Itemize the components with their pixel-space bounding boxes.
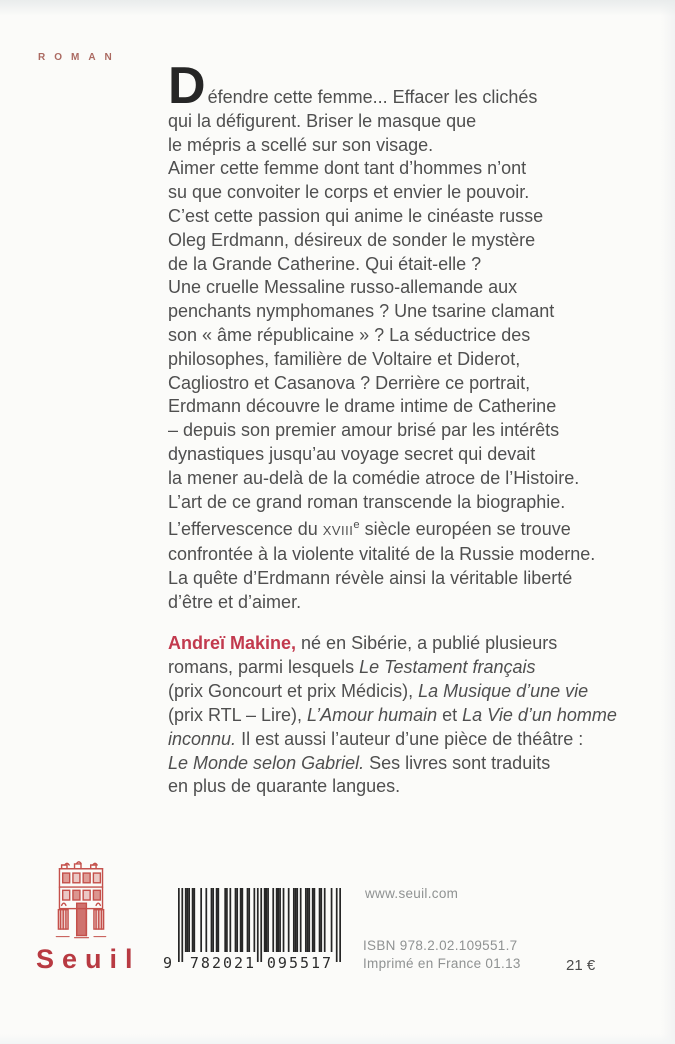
text-segment: philosophes, familière de Voltaire et Diderot, <box>168 348 521 369</box>
text-segment: Une cruelle Messaline russo-allemande aux <box>168 277 518 298</box>
text-segment: La quête d’Erdmann révèle ainsi la véritable liberté <box>168 567 573 588</box>
text-segment: et <box>437 704 463 725</box>
text-line <box>168 229 648 253</box>
text-line <box>168 300 648 324</box>
text-segment: qui la défigurent. Briser le masque que <box>168 110 477 131</box>
text-line <box>168 134 648 158</box>
text-line <box>168 543 648 567</box>
text-segment: Le Testament français <box>359 656 536 677</box>
text-segment: dynastiques jusqu’au voyage secret qui devait <box>168 443 536 464</box>
isbn-text: ISBN 978.2.02.109551.7 <box>363 938 518 953</box>
text-line <box>168 205 648 229</box>
price-text: 21 € <box>566 957 596 974</box>
text-line <box>168 775 648 799</box>
text-segment: – depuis son premier amour brisé par les intérêts <box>168 420 560 441</box>
genre-label: ROMAN <box>38 52 121 63</box>
text-line <box>168 110 648 134</box>
text-line <box>168 704 648 728</box>
ean13-barcode <box>163 888 345 980</box>
text-segment: Le Monde selon Gabriel. <box>168 752 365 773</box>
text-segment: siècle européen se trouve <box>359 519 571 540</box>
text-line <box>168 632 648 656</box>
text-segment: La Vie d’un homme <box>462 704 617 725</box>
text-segment: né en Sibérie, a publié plusieurs <box>296 633 558 653</box>
text-segment: Ses livres sont traduits <box>364 752 551 773</box>
printed-in-text: Imprimé en France 01.13 <box>363 956 521 971</box>
text-segment: XVIII <box>322 523 354 539</box>
text-segment: en plus de quarante langues. <box>168 776 401 797</box>
text-segment: romans, parmi lesquels <box>168 656 360 677</box>
text-segment: e <box>353 519 360 532</box>
text-line <box>168 276 648 300</box>
author-bio-text <box>168 632 648 799</box>
text-line <box>168 253 648 277</box>
text-line <box>168 181 648 205</box>
text-segment: Oleg Erdmann, désireux de sonder le mystère <box>168 229 536 250</box>
barcode-digits-left: 782021 <box>189 954 257 972</box>
text-line <box>168 567 648 591</box>
text-segment: inconnu. <box>168 728 237 749</box>
text-segment: C’est cette passion qui anime le cinéaste russe <box>168 205 544 226</box>
text-segment: la mener au-delà de la comédie atroce de l’Histoire. <box>168 467 580 488</box>
text-line <box>168 656 648 680</box>
text-segment: penchants nymphomanes ? Une tsarine clamant <box>168 301 555 322</box>
text-line <box>168 680 648 704</box>
text-segment: éfendre cette femme... Effacer les clichés <box>207 87 538 107</box>
text-segment: son « âme républicaine » ? La séductrice des <box>168 324 531 345</box>
text-segment: le mépris a scellé sur son visage. <box>168 134 434 155</box>
text-line <box>168 728 648 752</box>
text-line <box>168 467 648 491</box>
barcode-digit-lead: 9 <box>163 954 173 972</box>
text-segment: (prix Goncourt et prix Médicis), <box>168 680 419 701</box>
text-segment: de la Grande Catherine. Qui était-elle ? <box>168 253 482 274</box>
text-segment: La Musique d’une vie <box>418 680 589 701</box>
text-segment: L’art de ce grand roman transcende la biographie. <box>168 491 566 512</box>
text-segment: d’être et d’aimer. <box>168 591 302 612</box>
text-segment: confrontée à la violente vitalité de la Russie moderne. <box>168 544 596 565</box>
text-line <box>168 419 648 443</box>
text-line <box>168 348 648 372</box>
publisher-website: www.seuil.com <box>365 886 459 901</box>
text-segment: su que convoiter le corps et envier le pouvoir. <box>168 182 530 203</box>
seuil-house-logo-icon <box>50 858 112 942</box>
text-line <box>168 57 648 115</box>
text-line <box>168 752 648 776</box>
text-segment: Il est aussi l’auteur d’une pièce de théâtre : <box>236 728 584 749</box>
barcode-digits-right: 095517 <box>266 954 334 972</box>
text-line <box>168 157 648 181</box>
text-line <box>168 324 648 348</box>
text-segment: L’effervescence du <box>168 519 323 540</box>
text-line <box>168 395 648 419</box>
text-segment: Cagliostro et Casanova ? Derrière ce portrait, <box>168 372 531 393</box>
text-line <box>168 514 648 543</box>
text-line <box>168 443 648 467</box>
text-segment: Andreï Makine, <box>168 633 297 653</box>
synopsis-text <box>168 57 648 615</box>
barcode-number <box>163 951 345 973</box>
text-segment: Erdmann découvre le drame intime de Catherine <box>168 396 557 417</box>
text-segment: (prix RTL – Lire), <box>168 704 308 725</box>
text-segment: Aimer cette femme dont tant d’hommes n’ont <box>168 158 527 179</box>
text-segment: L’Amour humain <box>307 704 438 725</box>
text-line <box>168 372 648 396</box>
publisher-name: Seuil <box>36 944 141 974</box>
text-line <box>168 491 648 515</box>
text-line <box>168 591 648 615</box>
dropcap-letter: D <box>168 57 206 115</box>
